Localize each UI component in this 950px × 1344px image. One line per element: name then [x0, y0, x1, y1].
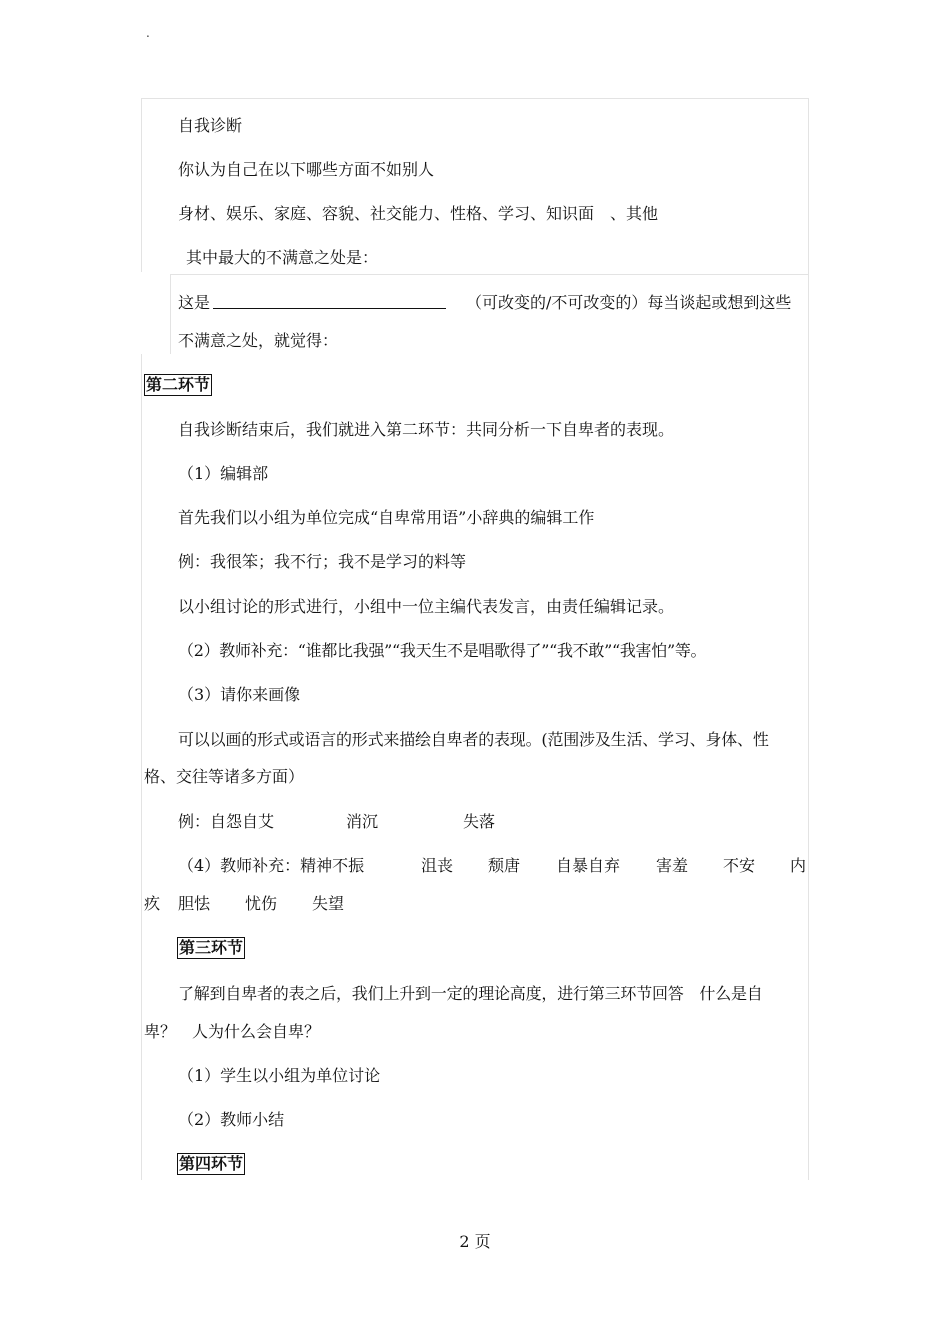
section-2-step-4-word: 内: [790, 856, 807, 875]
diagnosis-feeling: 不满意之处，就觉得：: [178, 331, 339, 350]
section-3-intro-a: 了解到自卑者的表之后，我们上升到一定的理论高度，进行第三环节回答 什么是自: [178, 984, 763, 1003]
section-2-step-1: （1）编辑部: [178, 464, 269, 483]
page-number: 2 页: [459, 1232, 491, 1251]
diagnosis-changeable: （可改变的/不可改变的）每当谈起或想到这些: [466, 293, 792, 312]
section-2-step-4-cont-a: 疚: [144, 894, 161, 913]
section-2-example-2-word-c: 失落: [463, 812, 496, 831]
section-2-step-4-word: 沮丧: [421, 856, 454, 875]
diagnosis-title: 自我诊断: [178, 116, 243, 135]
section-2-step-4-cont-word: 失望: [312, 894, 345, 913]
table-border-right: [808, 98, 809, 1180]
fill-in-blank-line: [213, 308, 446, 309]
table-border-left-mid: [170, 274, 171, 354]
section-3-title: 第三环节: [179, 938, 244, 957]
section-2-title: 第二环节: [146, 375, 211, 394]
section-2-step-3-desc-b: 格、交往等诸多方面）: [144, 767, 305, 786]
diagnosis-question: 你认为自己在以下哪些方面不如别人: [178, 160, 435, 179]
section-2-step-4-label: （4）教师补充：精神不振: [178, 856, 365, 875]
corner-dot: .: [146, 26, 150, 40]
section-2-step-3-desc-a: 可以以画的形式或语言的形式来描绘自卑者的表现。(范围涉及生活、学习、身体、性: [178, 730, 769, 749]
section-3-step-1: （1）学生以小组为单位讨论: [178, 1066, 381, 1085]
section-2-step-4-cont-word: 忧伤: [245, 894, 278, 913]
section-2-step-4-word: 自暴自弃: [556, 856, 621, 875]
section-3-step-2: （2）教师小结: [178, 1110, 285, 1129]
section-2-step-4-word: 不安: [723, 856, 756, 875]
section-2-example-1: 例：我很笨；我不行；我不是学习的料等: [178, 552, 467, 571]
diagnosis-this-is: 这是: [178, 293, 211, 312]
table-border-left-upper: [141, 98, 142, 272]
section-3-intro-b: 卑？ 人为什么会自卑？: [144, 1022, 321, 1041]
section-2-step-4-cont-word: 胆怯: [178, 894, 211, 913]
section-2-step-4-word: 害羞: [656, 856, 689, 875]
section-2-step-3: （3）请你来画像: [178, 685, 301, 704]
diagnosis-options: 身材、娱乐、家庭、容貌、社交能力、性格、学习、知识面 、其他: [178, 204, 659, 223]
table-border-top: [141, 98, 809, 99]
section-2-discussion: 以小组讨论的形式进行，小组中一位主编代表发言，由责任编辑记录。: [178, 597, 675, 616]
section-2-example-2-label: 例：自怨自艾: [178, 812, 275, 831]
section-2-step-4-word: 颓唐: [488, 856, 521, 875]
section-2-step-1-desc: 首先我们以小组为单位完成“自卑常用语”小辞典的编辑工作: [178, 508, 595, 527]
section-2-intro: 自我诊断结束后，我们就进入第二环节：共同分析一下自卑者的表现。: [178, 420, 675, 439]
section-2-example-2-word-b: 消沉: [346, 812, 379, 831]
section-4-title: 第四环节: [179, 1154, 244, 1173]
table-cell-divider: [170, 274, 809, 275]
table-border-left-lower: [141, 354, 142, 1180]
diagnosis-biggest: 其中最大的不满意之处是：: [186, 248, 379, 267]
section-2-step-2: （2）教师补充：“谁都比我强”“我天生不是唱歌得了”“我不敢”“我害怕”等。: [178, 641, 707, 660]
